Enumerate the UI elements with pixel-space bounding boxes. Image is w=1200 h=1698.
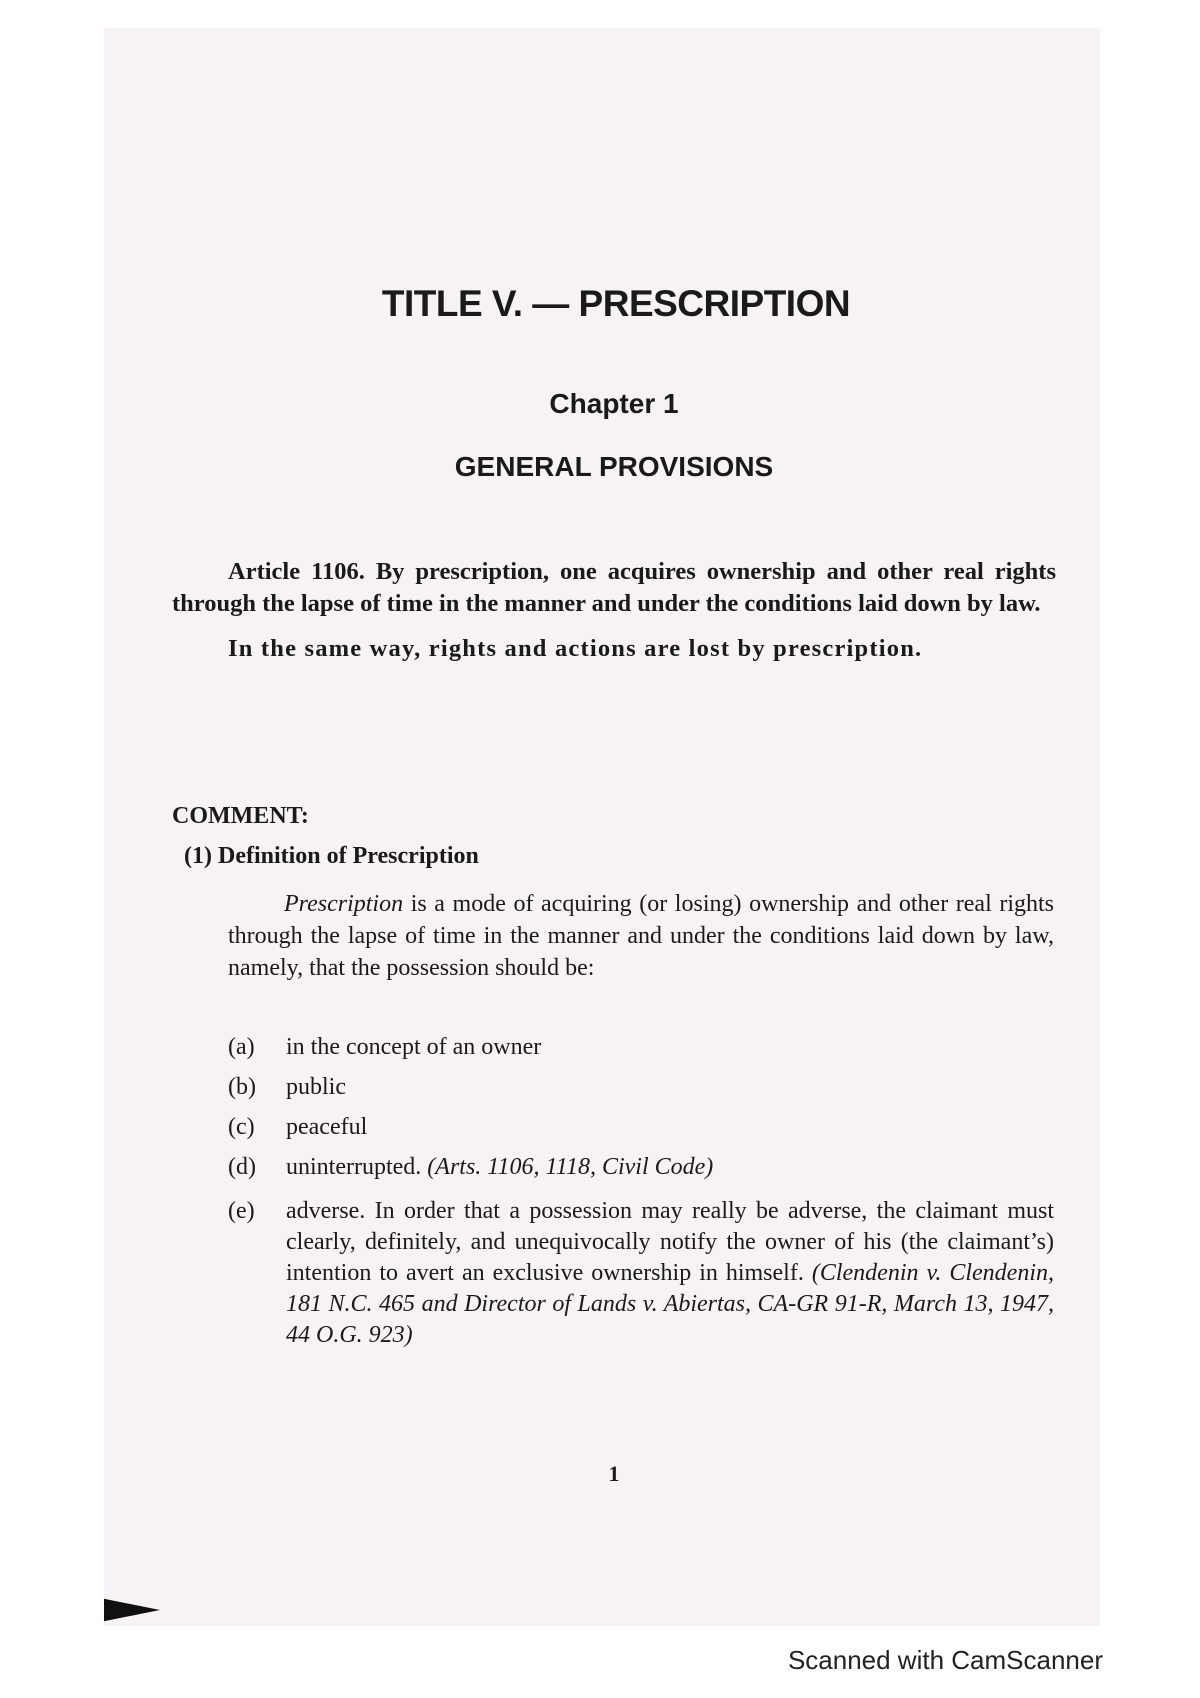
chapter-heading: Chapter 1: [549, 388, 679, 419]
article-paragraph-1: Article 1106. By prescription, one acquires ownership and other real rights through the lapse of time in the manner and under the conditions laid down by law.: [172, 558, 1056, 617]
citation: (Arts. 1106, 1118, Civil Code): [427, 1154, 714, 1180]
list-item: [228, 1196, 1054, 1351]
list-marker: (c): [228, 1114, 255, 1140]
chapter-title: GENERAL PROVISIONS: [454, 451, 774, 482]
list-item-body: uninterrupted.: [286, 1154, 428, 1180]
list-item: [228, 1112, 1054, 1143]
list-item: [228, 1072, 1054, 1103]
scanner-watermark: Scanned with CamScanner: [787, 1645, 1103, 1675]
title-heading: TITLE V. — PRESCRIPTION: [381, 283, 851, 324]
list-item-text: peaceful: [286, 1114, 368, 1140]
list-item-body: adverse. In order that a possession may really be adverse, the claimant must clearly, definitely, and unequivocally notify the owner of his (the claimant’s) intention to avert an exclusive ownership in himself.: [286, 1198, 1054, 1286]
definition-term: Prescription: [284, 891, 404, 917]
list-marker: (d): [228, 1154, 256, 1180]
section-heading: (1) Definition of Prescription: [184, 843, 479, 869]
article-paragraph-2: In the same way, rights and actions are lost by prescription.: [228, 635, 923, 662]
list-item: [228, 1032, 1054, 1063]
definition-text: is a mode of acquiring (or losing) ownership and other real rights through the lapse of time in the manner and under the conditions laid down by law, namely, that the possession should be:: [228, 891, 1054, 981]
list-marker: (e): [228, 1198, 255, 1224]
list-item-text: public: [286, 1074, 346, 1100]
definition-paragraph: [228, 888, 1054, 984]
document-page: [104, 28, 1100, 1626]
citation: (Clendenin v. Clendenin, 181 N.C. 465 and Director of Lands v. Abiertas, CA-GR 91-R, March 13, 1947, 44 O.G. 923): [286, 1260, 1054, 1348]
page-number: 1: [608, 1461, 620, 1486]
requirements-list: [228, 1032, 1054, 1364]
page-fold-mark: [104, 1599, 160, 1621]
list-marker: (b): [228, 1074, 256, 1100]
list-item-text: in the concept of an owner: [286, 1034, 542, 1060]
article-text: [172, 556, 1056, 665]
list-item: [228, 1152, 1054, 1183]
comment-heading: COMMENT:: [172, 803, 309, 829]
list-item-text: [286, 1196, 1054, 1351]
list-item-text: [286, 1152, 1054, 1183]
list-marker: (a): [228, 1034, 255, 1060]
